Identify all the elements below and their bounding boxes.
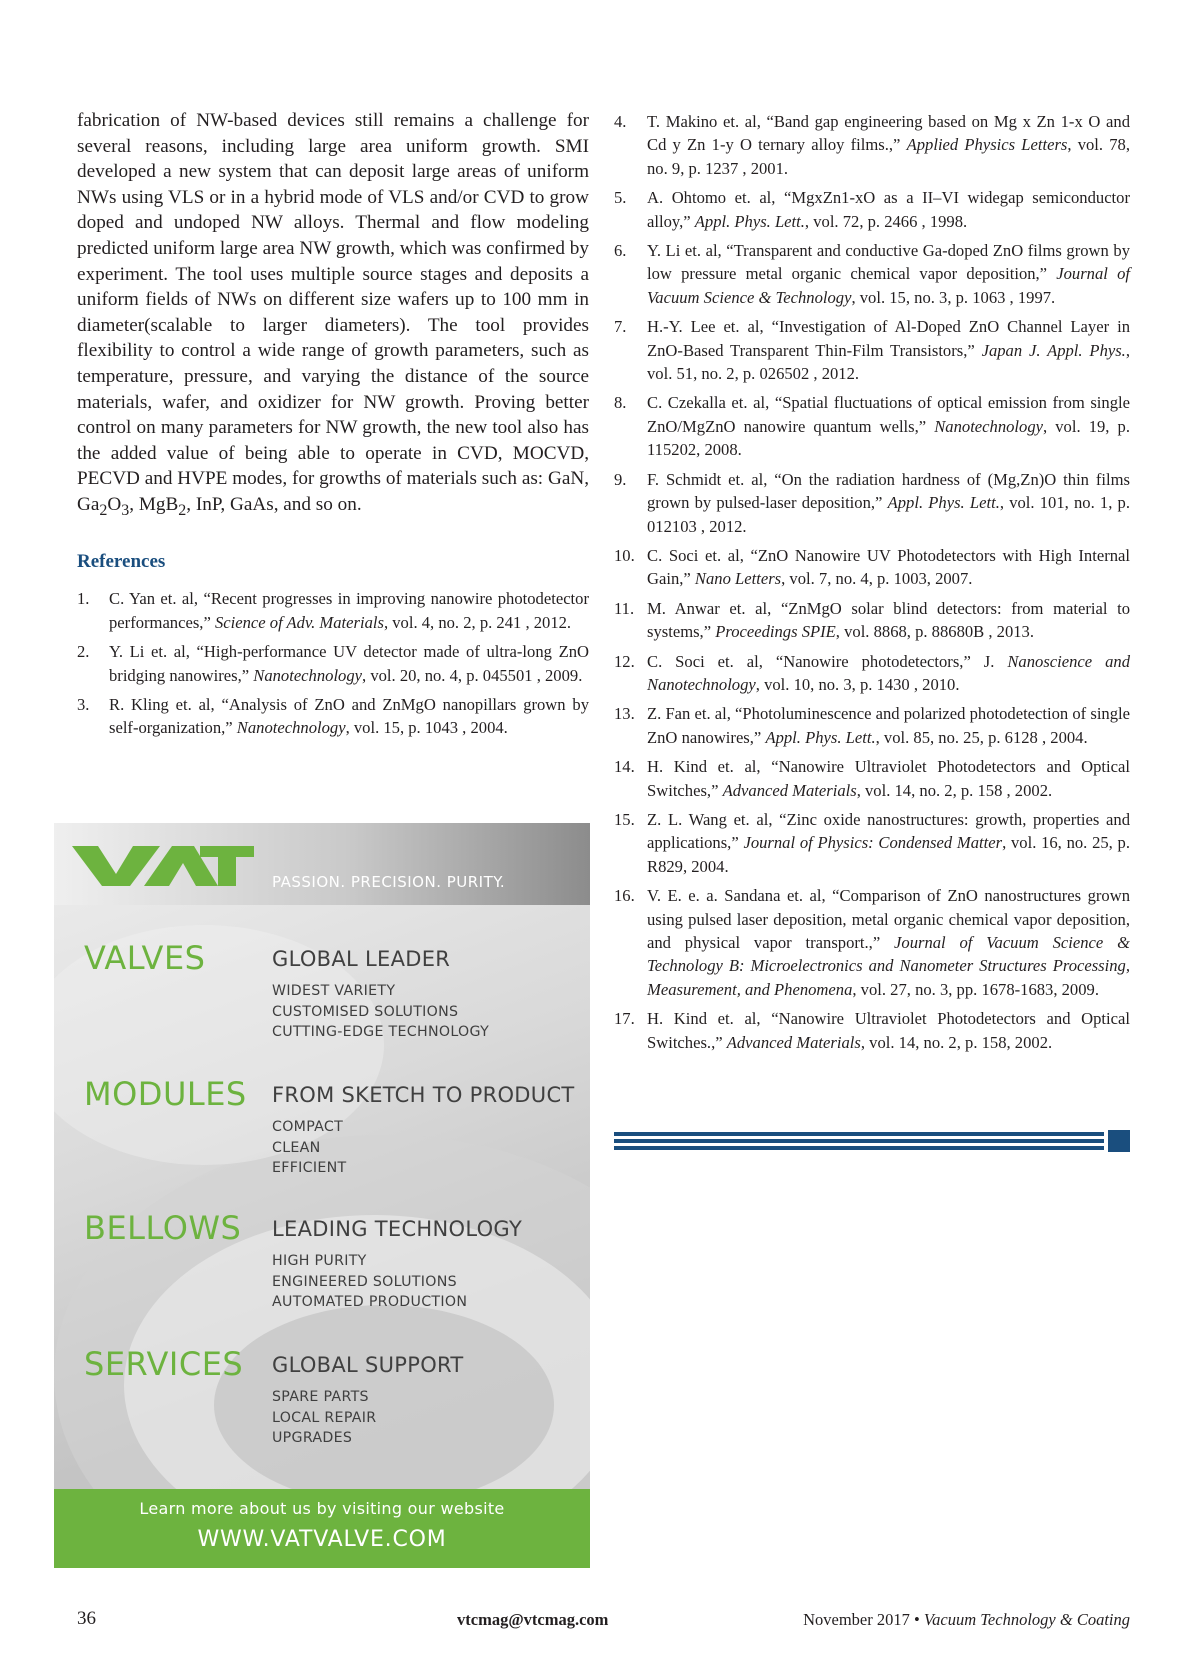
reference-details: , vol. 15, p. 1043 , 2004. — [345, 718, 508, 738]
reference-authors-title: V. E. e. a. Sandana et. al, “Comparison of ZnO nanostructures grown using pulsed laser deposition, metal organic chemical vapor deposition, and physical vapor transport.,” — [647, 886, 1130, 952]
reference-number: 15. — [614, 809, 635, 829]
vat-logo — [72, 843, 254, 889]
references-heading: References — [77, 551, 166, 573]
reference-number: 5. — [614, 188, 627, 208]
reference-item — [77, 693, 589, 740]
reference-details: , vol. 15, no. 3, p. 1063 , 1997. — [851, 287, 1056, 307]
end-rule — [614, 1132, 1104, 1136]
reference-item — [614, 315, 1130, 385]
ad-tagline: PASSION. PRECISION. PURITY. — [272, 873, 506, 891]
reference-authors-title: Z. L. Wang et. al, “Zinc oxide nanostructures: growth, properties and applications,” — [647, 809, 1130, 853]
reference-item — [614, 597, 1130, 644]
reference-item — [77, 587, 589, 634]
footer-issue — [803, 1610, 1130, 1630]
reference-number: 13. — [614, 704, 635, 724]
reference-journal: Appl. Phys. Lett. — [887, 493, 1000, 513]
body-text-main: fabrication of NW-based devices still remains a challenge for several reasons, including large area uniform growth. SMI developed a new system that can deposit large areas of uniform NWs using VLS or in a hybrid mode of VLS and/or CVD to grow doped and undoped NW alloys. Thermal and flow modeling predicted uniform large area NW growth, which was confirmed by experiment. The tool uses multiple source stages and deposits a uniform fields of NWs on different size wafers up to 100 mm in diameter(scalable to larger diameters). The tool provides flexibility to control a wide range of growth parameters, such as temperature, pressure, and varying the distance of the source materials, wafer, and oxidizer for NW growth. Proving better control on many parameters for NW growth, the new tool also has the added value of being able to operate in CVD, MOCVD, PECVD and HVPE modes, for growths of materials such as: GaN, Ga — [77, 110, 589, 515]
section-item: ENGINEERED SOLUTIONS — [272, 1273, 457, 1290]
reference-journal: Journal of Vacuum Science & Technology B: Microelectronics and Nanometer Structures Processing, Measurement, and Phenomena — [647, 933, 1131, 999]
reference-text — [647, 650, 1130, 697]
reference-authors-title: C. Yan et. al, “Recent progresses in improving nanowire photodetector performances,” — [109, 589, 589, 632]
reference-text — [647, 544, 1130, 591]
reference-journal: Japan J. Appl. Phys. — [981, 340, 1126, 360]
reference-item — [614, 808, 1130, 878]
reference-text — [647, 808, 1130, 878]
reference-item — [614, 755, 1130, 802]
section-item: SPARE PARTS — [272, 1389, 369, 1405]
reference-text — [109, 640, 589, 687]
footer-email-link[interactable]: vtcmag@vtcmag.com — [457, 1610, 609, 1629]
reference-details: , vol. 10, no. 3, p. 1430 , 2010. — [755, 674, 960, 694]
reference-item — [614, 468, 1130, 538]
reference-number: 1. — [77, 589, 90, 609]
section-item: COMPACT — [272, 1119, 344, 1135]
reference-text — [109, 693, 589, 740]
body-subscript: 3 — [121, 501, 130, 519]
left-column — [77, 108, 589, 746]
reference-number: 16. — [614, 886, 635, 906]
reference-authors-title: H.-Y. Lee et. al, “Investigation of Al-Doped ZnO Channel Layer in ZnO-Based Transparent Thin-Film Transistors,” — [647, 317, 1130, 360]
reference-journal: Journal of Vacuum Science & Technology — [647, 264, 1130, 307]
magazine-name: Vacuum Technology & Coating — [923, 1610, 1130, 1629]
reference-authors-title: Y. Li et. al, “High-performance UV detector made of ultra-long ZnO bridging nanowires,” — [109, 642, 589, 685]
reference-text — [109, 587, 589, 634]
right-column — [614, 110, 1130, 1060]
section-heading: FROM SKETCH TO PRODUCT — [272, 1083, 575, 1107]
reference-details: , vol. 14, no. 2, p. 158, 2002. — [860, 1032, 1053, 1052]
reference-text — [647, 468, 1130, 538]
reference-item — [614, 391, 1130, 461]
reference-text — [647, 884, 1130, 1001]
reference-journal: Advanced Materials — [726, 1032, 861, 1052]
reference-text — [647, 315, 1130, 385]
reference-journal: Science of Adv. Materials — [214, 612, 384, 632]
reference-text — [647, 391, 1130, 461]
reference-authors-title: F. Schmidt et. al, “On the radiation hardness of (Mg,Zn)O thin films grown by pulsed-laser deposition,” — [647, 469, 1130, 513]
issue-date: November 2017 — [803, 1610, 910, 1629]
reference-number: 12. — [614, 651, 635, 671]
reference-text — [647, 702, 1130, 749]
section-item: LOCAL REPAIR — [272, 1409, 377, 1426]
section-item: CUTTING-EDGE TECHNOLOGY — [272, 1024, 490, 1040]
section-items — [272, 1117, 347, 1179]
reference-journal: Proceedings SPIE — [715, 622, 836, 642]
body-text-part: O — [107, 493, 122, 515]
page-footer — [77, 1608, 1130, 1632]
reference-authors-title: R. Kling et. al, “Analysis of ZnO and ZnMgO nanopillars grown by self-organization,” — [109, 694, 589, 738]
body-subscript: 2 — [178, 501, 187, 519]
reference-details: , vol. 14, no. 2, p. 158 , 2002. — [856, 780, 1053, 800]
reference-number: 8. — [614, 393, 627, 413]
body-text-part: , MgB — [129, 493, 179, 515]
reference-number: 4. — [614, 112, 627, 131]
reference-journal: Applied Physics Letters — [906, 135, 1068, 155]
reference-item — [77, 640, 589, 687]
reference-number: 17. — [614, 1009, 635, 1029]
category-modules: MODULES — [84, 1075, 247, 1113]
section-item: CLEAN — [272, 1139, 321, 1156]
section-item: WIDEST VARIETY — [272, 983, 396, 999]
reference-authors-title: C. Soci et. al, “ZnO Nanowire UV Photodetectors with High Internal Gain,” — [647, 545, 1130, 589]
reference-authors-title: T. Makino et. al, “Band gap engineering based on Mg x Zn 1-x O and Cd y Zn 1-y O ternary alloy films.,” — [647, 112, 1130, 155]
reference-number: 11. — [614, 598, 635, 618]
references-list-left — [77, 587, 589, 739]
reference-journal: Nanoscience and Nanotechnology — [647, 651, 1131, 694]
reference-journal: Advanced Materials — [722, 780, 857, 800]
reference-number: 9. — [614, 469, 627, 489]
reference-item — [614, 702, 1130, 749]
end-rule — [614, 1139, 1104, 1143]
reference-number: 3. — [77, 694, 90, 714]
reference-number: 7. — [614, 317, 627, 337]
reference-details: , vol. 8868, p. 88680B , 2013. — [835, 622, 1035, 642]
section-heading: GLOBAL LEADER — [272, 947, 451, 971]
reference-journal: Nano Letters — [694, 569, 782, 589]
reference-text — [647, 239, 1130, 309]
reference-authors-title: M. Anwar et. al, “ZnMgO solar blind detectors: from material to systems,” — [647, 598, 1130, 642]
section-item: HIGH PURITY — [272, 1253, 367, 1269]
body-subscript: 2 — [99, 501, 108, 519]
ad-cta-text: Learn more about us by visiting our website — [139, 1499, 505, 1518]
reference-text — [647, 755, 1130, 802]
reference-text — [647, 1007, 1130, 1054]
section-items — [272, 1251, 467, 1313]
reference-journal: Nanotechnology — [236, 718, 346, 738]
reference-number: 6. — [614, 241, 627, 261]
section-item: CUSTOMISED SOLUTIONS — [272, 1003, 459, 1020]
reference-item — [614, 544, 1130, 591]
section-heading: LEADING TECHNOLOGY — [272, 1217, 523, 1241]
reference-journal: Journal of Physics: Condensed Matter — [743, 833, 1003, 853]
reference-details: , vol. 78, no. 9, p. 1237 , 2001. — [647, 135, 1130, 178]
article-end-mark — [614, 1130, 1130, 1154]
reference-authors-title: H. Kind et. al, “Nanowire Ultraviolet Photodetectors and Optical Switches.,” — [647, 1009, 1130, 1052]
reference-text — [647, 597, 1130, 644]
reference-details: , vol. 16, no. 25, p. R829, 2004. — [647, 833, 1131, 876]
reference-details: , vol. 51, no. 2, p. 026502 , 2012. — [647, 340, 1130, 384]
reference-item — [614, 884, 1130, 1001]
reference-journal: Appl. Phys. Lett. — [694, 211, 805, 231]
category-valves: VALVES — [84, 939, 206, 977]
reference-details: , vol. 19, p. 115202, 2008. — [647, 416, 1130, 460]
section-heading: GLOBAL SUPPORT — [272, 1353, 464, 1377]
reference-details: , vol. 7, no. 4, p. 1003, 2007. — [781, 569, 973, 589]
reference-details: , vol. 72, p. 2466 , 1998. — [804, 211, 968, 231]
reference-authors-title: Z. Fan et. al, “Photoluminescence and polarized photodetection of single ZnO nanowires,” — [647, 704, 1130, 747]
section-item: EFFICIENT — [272, 1160, 347, 1176]
reference-item — [614, 110, 1130, 180]
body-text-end: , InP, GaAs, and so on. — [186, 493, 362, 515]
reference-authors-title: H. Kind et. al, “Nanowire Ultraviolet Photodetectors and Optical Switches,” — [647, 757, 1130, 800]
reference-item — [614, 186, 1130, 233]
end-square-icon — [1108, 1130, 1130, 1152]
section-items — [272, 1387, 376, 1449]
reference-authors-title: A. Ohtomo et. al, “MgxZn1-xO as a II–VI widegap semiconductor alloy,” — [647, 188, 1130, 231]
reference-text — [647, 186, 1130, 233]
category-services: SERVICES — [84, 1345, 244, 1383]
reference-authors-title: C. Soci et. al, “Nanowire photodetectors,” J. — [647, 651, 1008, 671]
reference-item — [614, 239, 1130, 309]
category-bellows: BELLOWS — [84, 1209, 242, 1247]
page-number: 36 — [77, 1608, 96, 1629]
reference-number: 10. — [614, 545, 635, 565]
reference-text — [647, 110, 1130, 180]
reference-item — [614, 1007, 1130, 1054]
reference-journal: Nanotechnology — [253, 665, 363, 685]
section-item: AUTOMATED PRODUCTION — [272, 1294, 468, 1310]
reference-details: , vol. 4, no. 2, p. 241 , 2012. — [383, 612, 572, 632]
section-item: UPGRADES — [272, 1430, 353, 1446]
reference-number: 14. — [614, 757, 635, 777]
reference-details: , vol. 20, no. 4, p. 045501 , 2009. — [362, 665, 583, 685]
reference-journal: Nanotechnology — [934, 416, 1043, 436]
bullet-separator: • — [914, 1610, 920, 1629]
end-rule — [614, 1146, 1104, 1150]
reference-details: , vol. 27, no. 3, pp. 1678-1683, 2009. — [852, 979, 1099, 999]
reference-journal: Appl. Phys. Lett. — [765, 727, 876, 747]
article-body-paragraph — [77, 108, 589, 523]
reference-item — [614, 650, 1130, 697]
vat-advertisement[interactable] — [54, 823, 590, 1568]
reference-number: 2. — [77, 642, 90, 662]
reference-details: , vol. 101, no. 1, p. 012103 , 2012. — [647, 493, 1131, 536]
ad-website-link[interactable]: WWW.VATVALVE.COM — [197, 1527, 447, 1552]
section-items — [272, 981, 489, 1043]
reference-authors-title: C. Czekalla et. al, “Spatial fluctuations of optical emission from single ZnO/MgZnO nanowire quantum wells,” — [647, 393, 1130, 436]
reference-authors-title: Y. Li et. al, “Transparent and conductive Ga-doped ZnO films grown by low pressure metal organic chemical vapor deposition,” — [647, 241, 1130, 284]
ad-website-banner[interactable] — [54, 1489, 590, 1568]
reference-details: , vol. 85, no. 25, p. 6128 , 2004. — [875, 727, 1088, 747]
